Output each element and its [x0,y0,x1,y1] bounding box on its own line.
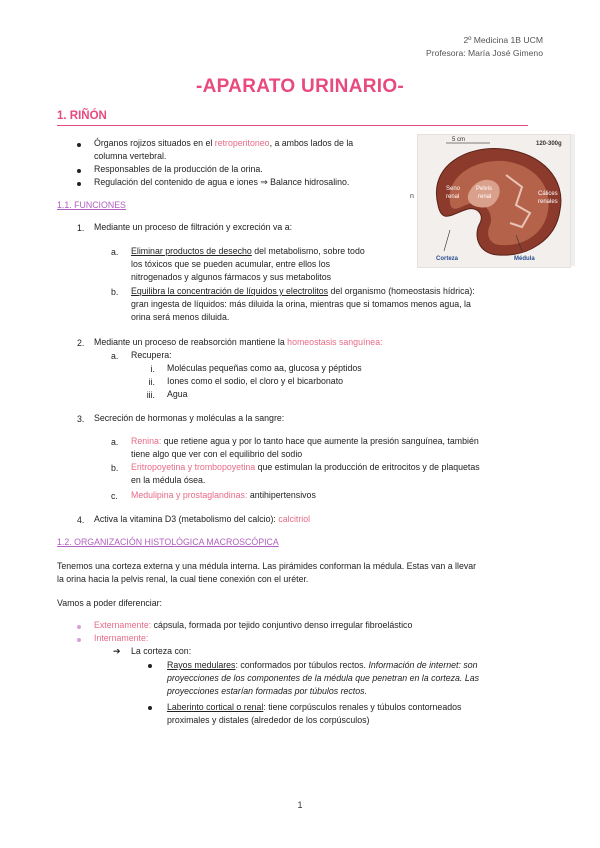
roman-number: i. [150,364,155,374]
bullet-dot [148,706,152,710]
underlined-term: Equilibra la concentración de líquidos y electrolitos [131,286,329,296]
rayos-line1 [167,659,478,672]
externamente-line [94,619,412,632]
list-number: 2. [77,338,85,348]
highlight-calcitriol: calcitriol [278,514,311,524]
corteza-line: La corteza con: [131,646,192,656]
roman-number: ii. [148,377,155,387]
laberinto-line1 [167,701,461,714]
laberinto-line2: proximales y distales (alrededor de los corpúsculos) [167,715,370,725]
kidney-figure [417,134,571,268]
funcion-2a-text: Recupera: [131,350,172,360]
highlight-externamente: Externamente: [94,620,152,630]
bullet-dot [77,625,81,629]
text-span: antihipertensivos [247,490,316,500]
label-seno-renal: renal [446,194,460,200]
funcion-1b-line2: gran ingesta de líquidos: más diluida la orina, mientras que si tomamos menos agua, la [131,299,471,309]
list-letter: c. [111,491,118,501]
kidney-illustration [418,135,570,267]
section-heading-rinon: 1. RIÑÓN [57,110,107,122]
funcion-2a-i: Moléculas pequeñas como aa, glucosa y péptidos [167,363,362,373]
funcion-1a-line3: nitrogenados y algunos fármacos y sus metabolitos [131,272,331,282]
list-letter: a. [111,437,119,447]
highlight-medulipina: Medulipina y prostaglandinas: [131,490,248,500]
arrow-icon: ➔ [113,646,121,656]
course-line: 2º Medicina 1B UCM [463,35,543,45]
text-span: : conformados por túbulos rectos. [235,660,369,670]
underlined-term: Rayos medulares [167,660,236,670]
funcion-3b-line1 [131,461,480,474]
italic-text: proyecciones de los componentes de la médula que penetran en la corteza. Las [167,673,480,683]
highlight-renina: Renina: [131,436,162,446]
label-calices-renales: renales [538,199,558,205]
text-span: cápsula, formada por tejido conjuntivo denso irregular fibroelástico [151,620,413,630]
italic-text: proyecciones estarían formadas por túbulos rectos. [167,686,367,696]
list-letter: a. [111,351,119,361]
funcion-1a-line1 [131,245,365,258]
funcion-2a-iii: Agua [167,389,188,399]
text-span: que retiene agua y por lo tanto hace que aumente la presión sanguínea, también [161,436,479,446]
underlined-term: Eliminar productos de desecho [131,246,252,256]
text-span: del organismo (homeostasis hídrica): [328,286,475,296]
text-span: que estimulan la producción de eritrocitos y de plaquetas [255,462,480,472]
funcion-1-text: Mediante un proceso de filtración y excreción va a: [94,222,293,232]
funcion-1a-line2: los tóxicos que se pueden acumular, entre ellos los [131,259,331,269]
list-number: 1. [77,223,85,233]
label-pelvis: Pelvis [476,186,493,192]
subsection-heading-funciones: 1.1. FUNCIONES [57,200,126,210]
funcion-3a-line2: tiene algo que ver con el equilibrio del sodio [131,449,303,459]
italic-text: Información de internet: son [368,660,478,670]
label-pelvis-renal: renal [478,194,492,200]
funcion-3-text: Secreción de hormonas y moléculas a la sangre: [94,413,285,423]
underlined-term: Laberinto cortical o renal [167,702,264,712]
subsection-heading-organizacion: 1.2. ORGANIZACIÓN HISTOLÓGICA MACROSCÓPICA [57,537,279,547]
text-span: Mediante un proceso de reabsorción mantiene la [94,337,288,347]
page-title: -APARATO URINARIO- [195,76,405,97]
figure-side-letter: n [410,193,414,200]
bullet-dot [148,664,152,668]
weight-label: 120-300g [536,141,562,147]
list-letter: b. [111,463,119,473]
bullet-organos [94,137,353,150]
document-header [426,34,543,59]
text-span: : tiene corpúsculos renales y túbulos contorneados [263,702,462,712]
text-span: Activa la vitamina D3 (metabolismo del calcio): [94,514,279,524]
rayos-line2 [167,672,479,685]
list-number: 4. [77,515,85,525]
organizacion-p2: Vamos a poder diferenciar: [57,598,162,608]
bullet-dot [77,638,81,642]
bullet-organos-cont: columna vertebral. [94,151,167,161]
bullet-regulacion: Regulación del contenido de agua e iones ⇒ Balance hidrosalino. [94,177,350,187]
page-number: 1 [297,800,303,810]
label-corteza: Corteza [436,256,459,262]
section-heading-underline [57,125,528,126]
internamente-line: Internamente: [94,633,149,643]
figure-edge [571,134,575,266]
list-letter: b. [111,287,119,297]
organizacion-p1-line2: la orina hacia la pelvis renal, la cual tiene conexión con el uréter. [57,574,309,584]
list-number: 3. [77,414,85,424]
highlight-homeostasis: homeostasis sanguínea: [287,337,383,347]
organizacion-p1-line1: Tenemos una corteza externa y una médula interna. Las pirámides conforman la médula. Estas van a llevar [57,561,477,571]
funcion-4-text [94,513,310,526]
funcion-3c [131,489,316,502]
label-medula: Médula [514,256,535,262]
bullet-dot [77,143,81,147]
text-span: del metabolismo, sobre todo [251,246,365,256]
rayos-line3 [167,685,367,698]
funcion-2a-ii: Iones como el sodio, el cloro y el bicarbonato [167,376,344,386]
funcion-1b-line3: orina será menos diluida. [131,312,230,322]
funcion-2-text [94,336,383,349]
label-seno: Seno [446,186,461,192]
bullet-text: Órganos rojizos situados en el [94,138,215,148]
bullet-dot [77,182,81,186]
bullet-dot [77,169,81,173]
funcion-3a-line1 [131,435,479,448]
bullet-responsables: Responsables de la producción de la orina. [94,164,263,174]
highlight-retroperitoneo: retroperitoneo [214,138,270,148]
funcion-1b-line1 [131,285,475,298]
label-calices: Cálices [538,191,558,197]
roman-number: iii. [146,390,155,400]
funcion-3b-line2: en la médula ósea. [131,475,206,485]
list-letter: a. [111,247,119,257]
highlight-eritropoyetina: Eritropoyetina y trombopoyetina [131,462,256,472]
professor-line: Profesora: María José Gimeno [425,47,543,58]
scale-label: 5 cm [452,137,466,143]
bullet-text: , a ambos lados de la [269,138,354,148]
